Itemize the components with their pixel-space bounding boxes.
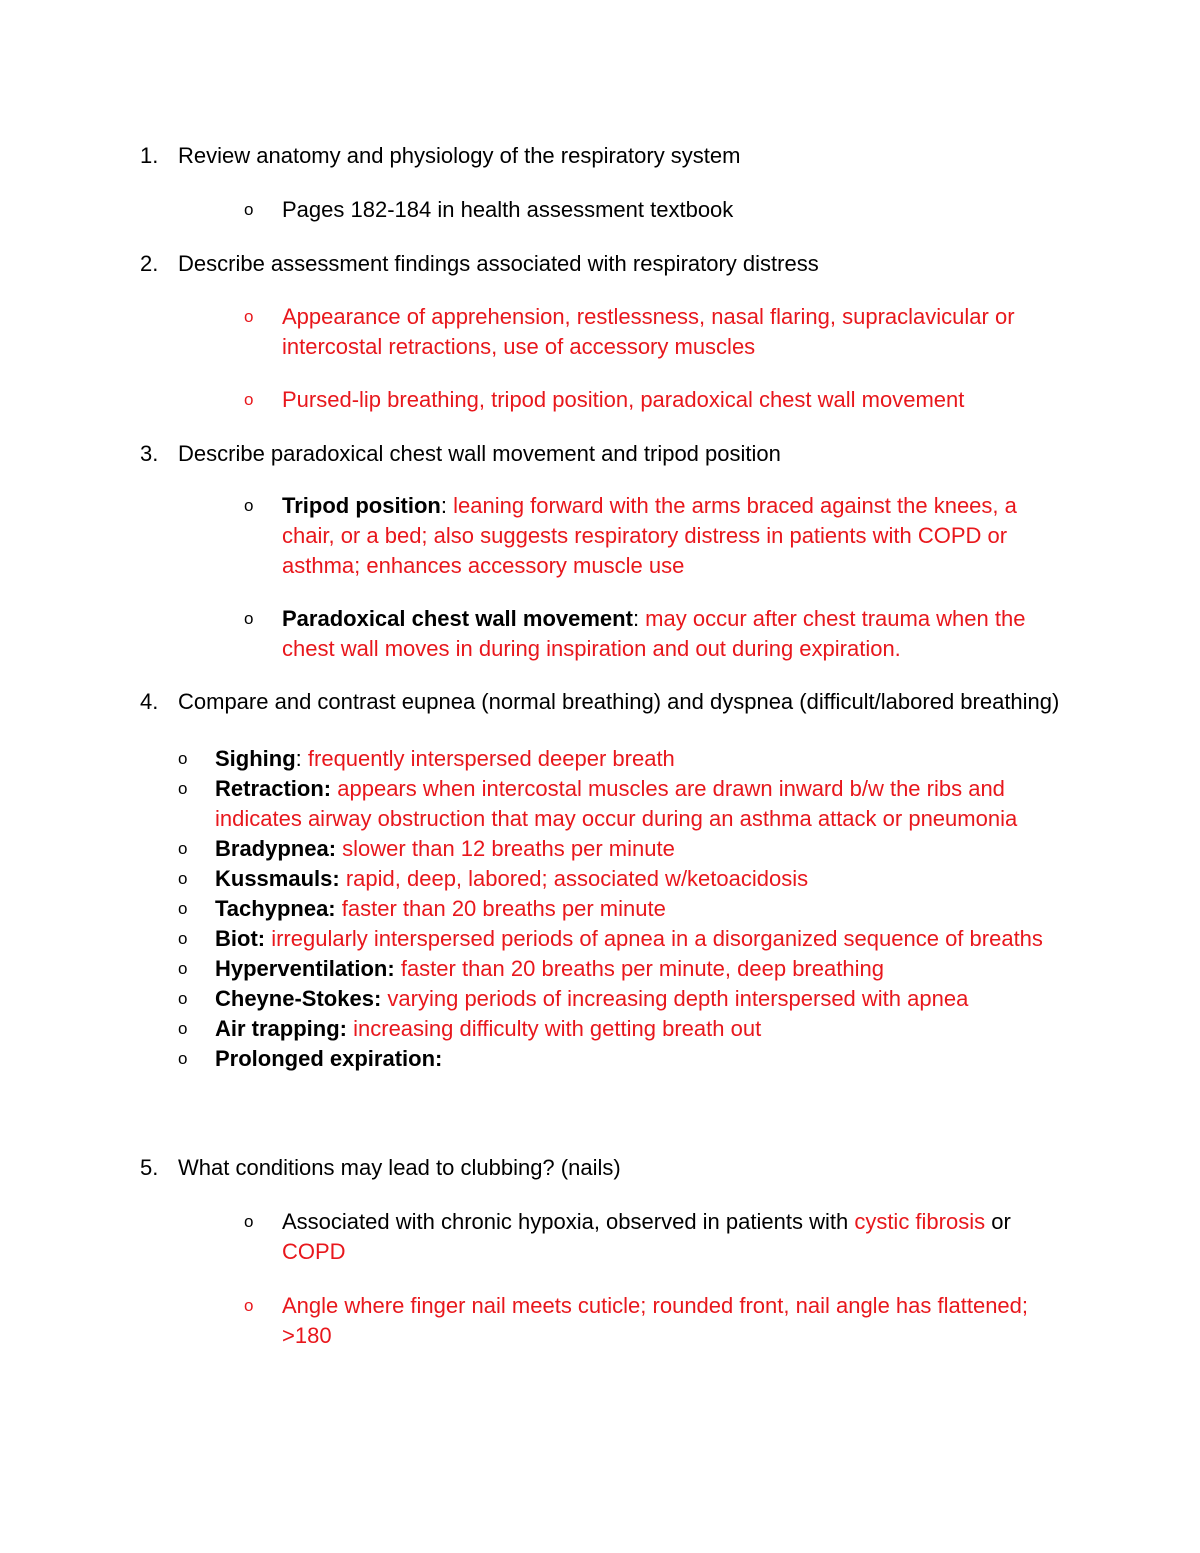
bullet-marker-icon: o (244, 200, 254, 219)
bullet-marker-icon: o (244, 609, 254, 628)
bullet-term: Bradypnea: (215, 836, 337, 861)
bullet-term: Sighing (215, 746, 296, 771)
bullet-text: faster than 20 breaths per minute, deep breathing (400, 956, 884, 981)
question-number: 4. (140, 689, 159, 714)
bullet-item (244, 1207, 1064, 1267)
bullet-text: leaning forward with the arms braced against the knees, a chair, or a bed; also suggests respiratory distress in patients with COPD or asthma; enhances accessory muscle use (282, 493, 1017, 578)
question-text: Describe paradoxical chest wall movement and tripod position (178, 441, 781, 466)
bullet-term: Biot: (215, 926, 266, 951)
question-3 (140, 439, 1060, 469)
list-item (178, 1014, 1058, 1044)
bullet-marker-icon: o (178, 1019, 188, 1038)
bullet-marker-icon: o (178, 899, 188, 918)
bullet-item (244, 195, 1064, 225)
bullet-marker-icon: o (178, 989, 188, 1008)
question-text: What conditions may lead to clubbing? (nails) (178, 1155, 621, 1180)
bullet-marker-icon: o (178, 839, 188, 858)
bullet-separator: : (440, 493, 454, 518)
list-item (178, 744, 1058, 774)
question-number: 1. (140, 143, 159, 168)
list-item (178, 1044, 1058, 1074)
bullet-text: faster than 20 breaths per minute (341, 896, 666, 921)
question-text: Describe assessment findings associated with respiratory distress (178, 251, 819, 276)
question-number: 3. (140, 441, 159, 466)
list-item (178, 894, 1058, 924)
bullet-term: Tachypnea: (215, 896, 336, 921)
bullet-text: Pursed-lip breathing, tripod position, paradoxical chest wall movement (282, 387, 965, 412)
question-number: 5. (140, 1155, 159, 1180)
bullet-marker-icon: o (178, 749, 188, 768)
question-1 (140, 141, 1060, 171)
bullet-text: increasing difficulty with getting breath out (353, 1016, 762, 1041)
bullet-term: Kussmauls: (215, 866, 340, 891)
bullet-marker-icon: o (178, 959, 188, 978)
bullet-term: Prolonged expiration: (215, 1046, 443, 1071)
bullet-marker-icon: o (178, 929, 188, 948)
bullet-item (244, 302, 1064, 362)
bullet-term: Paradoxical chest wall movement (282, 606, 633, 631)
bullet-text: irregularly interspersed periods of apnea in a disorganized sequence of breaths (271, 926, 1043, 951)
bullet-text: Angle where finger nail meets cuticle; rounded front, nail angle has flattened; >180 (282, 1293, 1029, 1348)
bullet-text: Appearance of apprehension, restlessness, nasal flaring, supraclavicular or intercostal retractions, use of accessory muscles (282, 304, 1015, 359)
bullet-marker-icon: o (178, 779, 188, 798)
bullet-marker-icon: o (244, 1296, 254, 1315)
bullet-term: Air trapping: (215, 1016, 347, 1041)
list-item (178, 984, 1058, 1014)
bullet-separator: : (295, 746, 308, 771)
bullet-item (244, 491, 1064, 581)
bullet-connector: or (985, 1209, 1011, 1234)
bullet-marker-icon: o (178, 869, 188, 888)
list-item (178, 774, 1058, 834)
breathing-patterns-list (178, 744, 1058, 1074)
bullet-item (244, 1291, 1064, 1351)
bullet-item (244, 604, 1064, 664)
bullet-marker-icon: o (244, 390, 254, 409)
bullet-marker-icon: o (244, 1212, 254, 1231)
bullet-separator: : (632, 606, 646, 631)
bullet-marker-icon: o (244, 496, 254, 515)
bullet-item (244, 385, 1064, 415)
bullet-text: Pages 182-184 in health assessment textbook (282, 197, 734, 222)
question-text: Review anatomy and physiology of the respiratory system (178, 143, 741, 168)
bullet-text: Associated with chronic hypoxia, observed in patients with (282, 1209, 855, 1234)
question-5 (140, 1153, 1060, 1183)
bullet-marker-icon: o (244, 307, 254, 326)
bullet-term: Cheyne-Stokes: (215, 986, 382, 1011)
list-item (178, 834, 1058, 864)
bullet-text: may occur after chest trauma when the chest wall moves in during inspiration and out during expiration. (282, 606, 1026, 661)
bullet-term: Hyperventilation: (215, 956, 395, 981)
bullet-marker-icon: o (178, 1049, 188, 1068)
bullet-text: frequently interspersed deeper breath (307, 746, 675, 771)
bullet-term: Retraction: (215, 776, 332, 801)
bullet-term: Tripod position (282, 493, 441, 518)
bullet-text: rapid, deep, labored; associated w/ketoacidosis (345, 866, 809, 891)
list-item (178, 864, 1058, 894)
question-number: 2. (140, 251, 159, 276)
bullet-text: varying periods of increasing depth interspersed with apnea (387, 986, 969, 1011)
condition-highlight: cystic fibrosis (854, 1209, 986, 1234)
bullet-text: slower than 12 breaths per minute (342, 836, 675, 861)
bullet-text: appears when intercostal muscles are drawn inward b/w the ribs and indicates airway obstruction that may occur during an asthma attack or pneumonia (215, 776, 1018, 831)
condition-highlight: COPD (282, 1239, 346, 1264)
list-item (178, 924, 1058, 954)
list-item (178, 954, 1058, 984)
question-4 (140, 687, 1060, 717)
question-text: Compare and contrast eupnea (normal breathing) and dyspnea (difficult/labored breathing) (178, 689, 1060, 714)
question-2 (140, 249, 1060, 279)
